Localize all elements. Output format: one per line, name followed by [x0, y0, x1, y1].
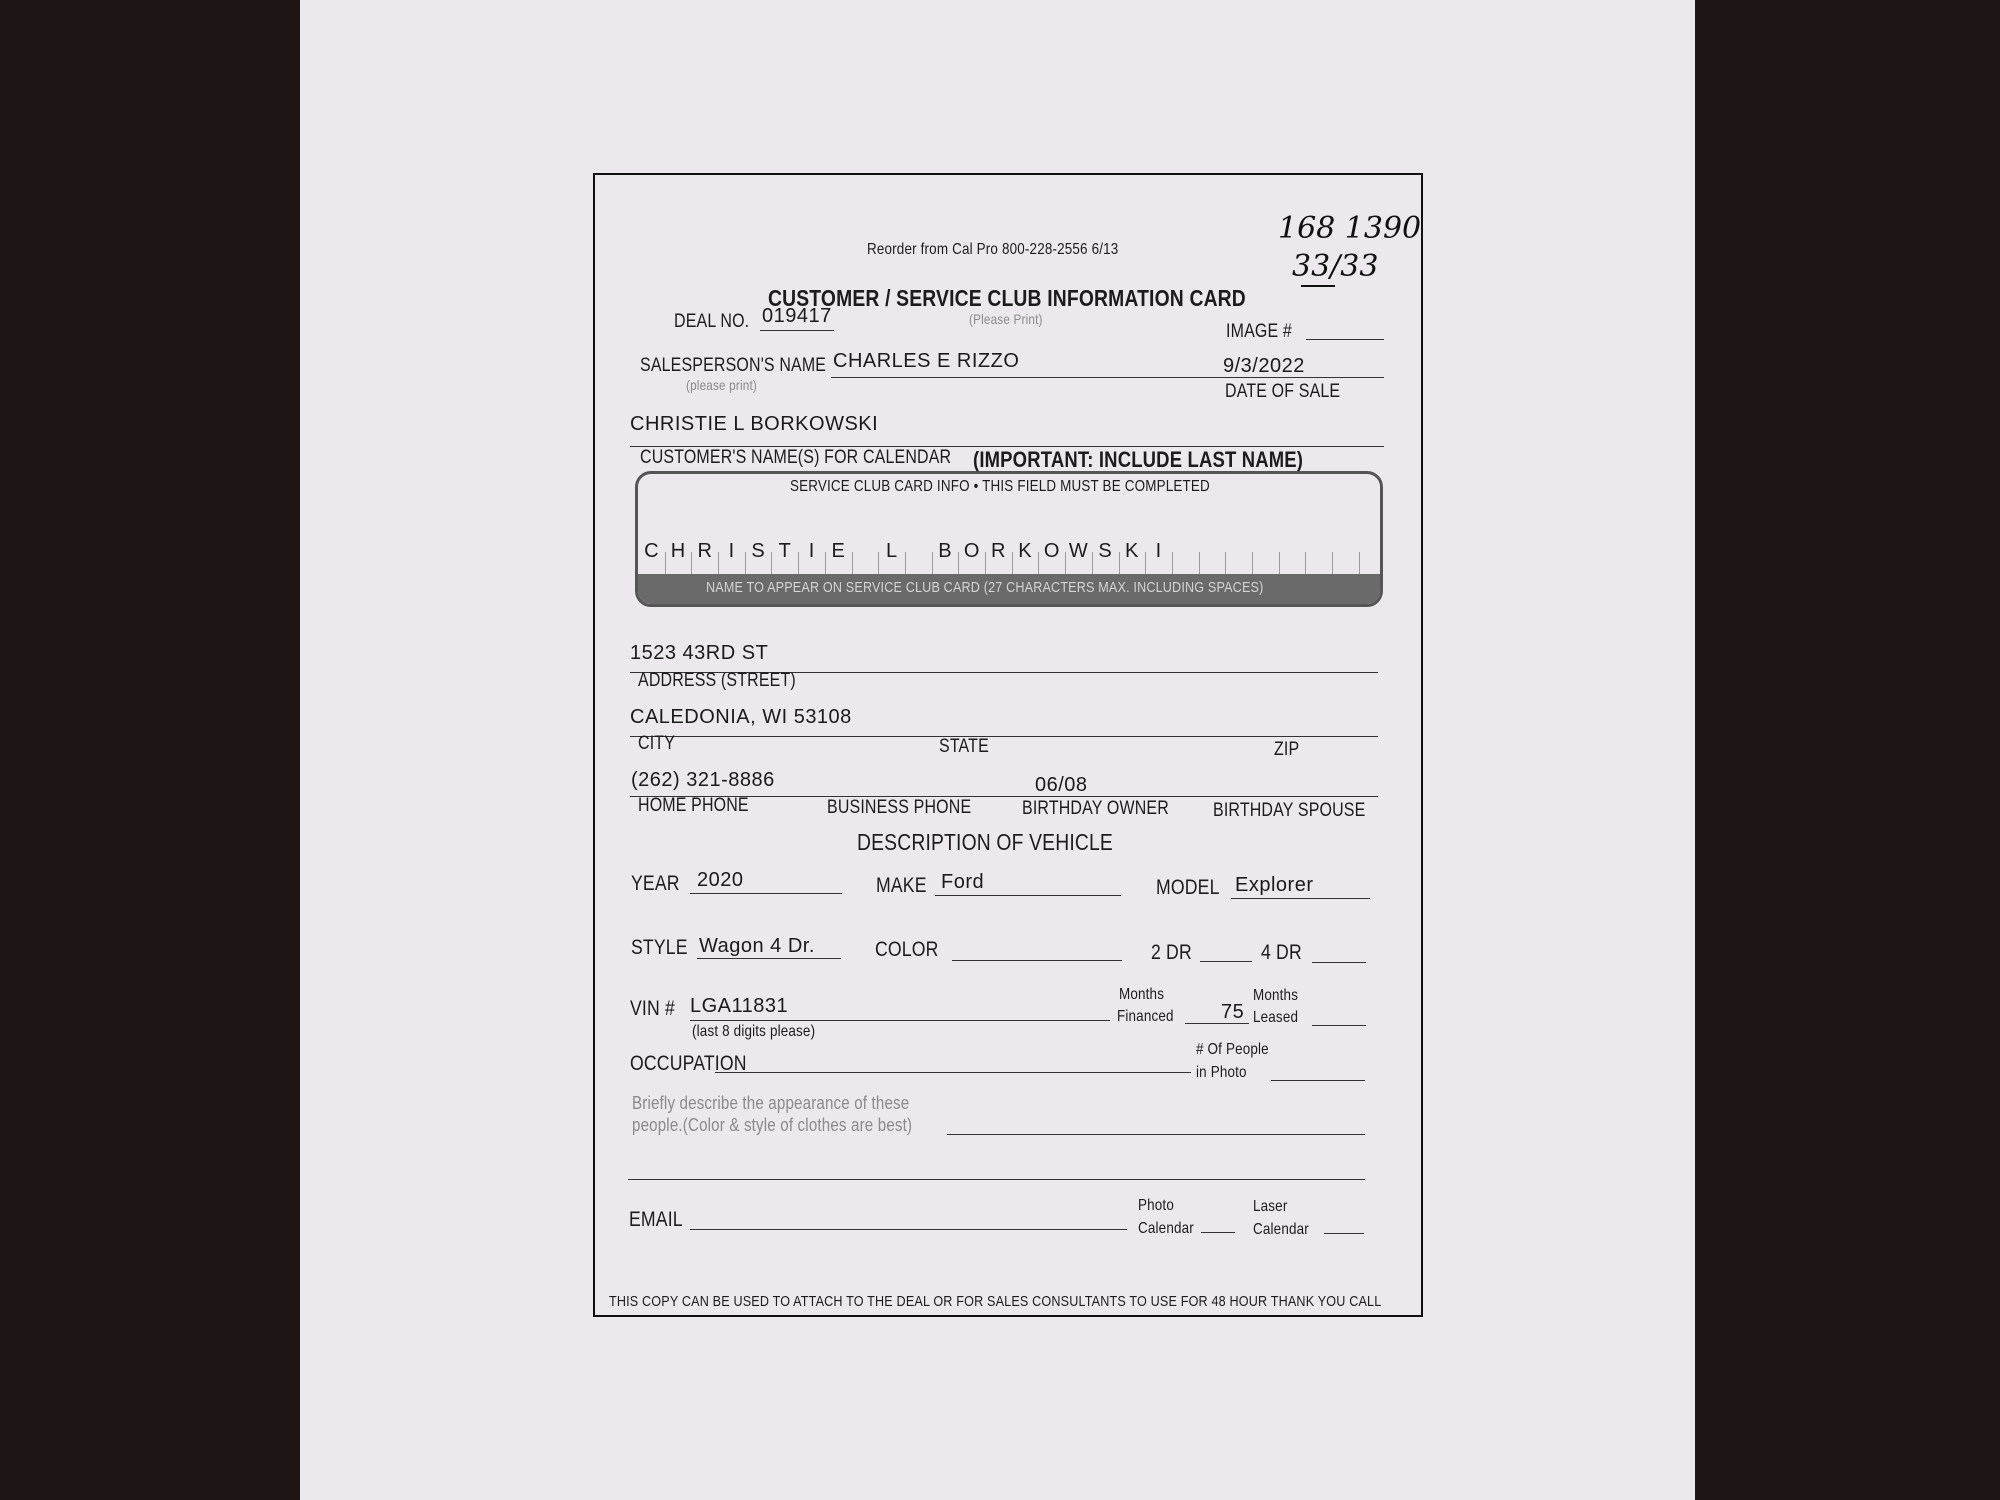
- handwritten-underline: [1301, 285, 1335, 287]
- home-phone-label: HOME PHONE: [638, 795, 749, 816]
- home-phone-value: (262) 321-8886: [631, 769, 775, 791]
- club-letter: T: [778, 540, 791, 562]
- four-door-label: 4 DR: [1261, 941, 1302, 964]
- occupation-label: OCCUPATION: [630, 1052, 747, 1075]
- important-note: (IMPORTANT: INCLUDE LAST NAME): [973, 447, 1304, 472]
- style-line: [697, 958, 841, 959]
- service-club-footer: NAME TO APPEAR ON SERVICE CLUB CARD (27 CHARACTERS MAX. INCLUDING SPACES): [706, 579, 1264, 596]
- club-letter: W: [1068, 540, 1088, 562]
- club-letter: O: [963, 540, 980, 562]
- image-number-line: [1306, 339, 1384, 340]
- make-line: [935, 895, 1121, 896]
- club-letter: E: [831, 540, 845, 562]
- handwritten-number: 168 1390: [1278, 211, 1422, 246]
- customer-name-label: CUSTOMER'S NAME(S) FOR CALENDAR: [640, 447, 952, 468]
- vin-hint: (last 8 digits please): [692, 1023, 816, 1040]
- vehicle-section-title: DESCRIPTION OF VEHICLE: [857, 829, 1113, 855]
- email-label: EMAIL: [629, 1208, 683, 1231]
- financed-label: Financed: [1117, 1008, 1174, 1025]
- salesperson-value: CHARLES E RIZZO: [833, 350, 1020, 372]
- club-letter: R: [697, 540, 712, 562]
- club-letter: K: [1018, 540, 1032, 562]
- describe-people-line-1: Briefly describe the appearance of these: [632, 1093, 910, 1113]
- city-state-zip-value: CALEDONIA, WI 53108: [630, 706, 852, 728]
- business-phone-label: BUSINESS PHONE: [827, 797, 972, 818]
- photo-calendar-label-1: Photo: [1138, 1197, 1174, 1214]
- club-letter: H: [670, 540, 686, 562]
- two-door-line: [1200, 961, 1252, 962]
- club-letter: S: [751, 540, 765, 562]
- service-club-name-letters: [638, 540, 1172, 563]
- year-value: 2020: [697, 869, 744, 891]
- reorder-info: Reorder from Cal Pro 800-228-2556 6/13: [867, 241, 1119, 258]
- customer-name-value: CHRISTIE L BORKOWSKI: [630, 413, 879, 435]
- date-of-sale-label: DATE OF SALE: [1225, 381, 1341, 402]
- occupation-line: [715, 1072, 1191, 1073]
- club-letter: I: [1155, 540, 1162, 562]
- city-label: CITY: [638, 733, 676, 754]
- model-line: [1231, 898, 1370, 899]
- laser-calendar-label-2: Calendar: [1253, 1221, 1309, 1238]
- club-letter: B: [938, 540, 952, 562]
- city-line: [630, 736, 1378, 737]
- months-financed-label-top: Months: [1119, 986, 1165, 1003]
- card-footer-note: THIS COPY CAN BE USED TO ATTACH TO THE DEAL OR FOR SALES CONSULTANTS TO USE FOR 48 HOUR THANK YOU CALL: [609, 1293, 1382, 1310]
- club-letter: R: [991, 540, 1006, 562]
- image-number-label: IMAGE #: [1226, 321, 1292, 342]
- club-letter: L: [885, 540, 898, 562]
- style-label: STYLE: [631, 936, 688, 959]
- year-label: YEAR: [631, 872, 680, 895]
- laser-calendar-label-1: Laser: [1253, 1198, 1288, 1215]
- leased-label: Leased: [1253, 1009, 1299, 1026]
- date-of-sale-value: 9/3/2022: [1223, 355, 1305, 377]
- deal-number-line: [760, 330, 834, 331]
- club-letter: [905, 540, 932, 563]
- state-label: STATE: [939, 736, 989, 757]
- service-club-info-card: [593, 173, 1423, 1317]
- club-letter: [852, 540, 879, 563]
- color-label: COLOR: [875, 938, 939, 961]
- model-label: MODEL: [1156, 876, 1220, 899]
- four-door-line: [1312, 962, 1366, 963]
- club-letter: I: [808, 540, 815, 562]
- model-value: Explorer: [1235, 874, 1314, 896]
- people-in-photo-label-1: # Of People: [1196, 1041, 1269, 1058]
- people-in-photo-label-2: in Photo: [1196, 1064, 1247, 1081]
- months-leased-label-top: Months: [1253, 987, 1299, 1004]
- address-value: 1523 43RD ST: [630, 642, 769, 664]
- color-line: [952, 960, 1122, 961]
- deal-number-value: 019417: [762, 305, 832, 327]
- service-club-box: [635, 471, 1383, 607]
- financed-line: [1185, 1023, 1249, 1024]
- leased-line: [1312, 1025, 1366, 1026]
- address-label: ADDRESS (STREET): [638, 670, 796, 691]
- salesperson-label: SALESPERSON'S NAME: [640, 355, 827, 376]
- email-line: [690, 1229, 1127, 1230]
- service-club-footer-band: [638, 574, 1380, 604]
- photo-calendar-line: [1201, 1232, 1235, 1233]
- vin-value: LGA11831: [690, 995, 789, 1017]
- two-door-label: 2 DR: [1151, 941, 1192, 964]
- card-title: CUSTOMER / SERVICE CLUB INFORMATION CARD: [768, 285, 1246, 311]
- club-letter: I: [728, 540, 735, 562]
- months-financed-value: 75: [1221, 1001, 1245, 1023]
- describe-line-2: [628, 1179, 1365, 1180]
- describe-people-line-2: people.(Color & style of clothes are best): [632, 1115, 913, 1135]
- club-letter: S: [1098, 540, 1112, 562]
- handwritten-count: 33/33: [1292, 249, 1379, 284]
- club-letter: C: [644, 540, 659, 562]
- birthday-owner-label: BIRTHDAY OWNER: [1022, 798, 1169, 819]
- style-value: Wagon 4 Dr.: [699, 935, 815, 957]
- photo-calendar-label-2: Calendar: [1138, 1220, 1194, 1237]
- deal-number-label: DEAL NO.: [674, 311, 750, 332]
- salesperson-hint: (please print): [686, 377, 757, 393]
- vin-label: VIN #: [630, 997, 675, 1020]
- make-label: MAKE: [876, 874, 927, 897]
- club-letter: K: [1125, 540, 1139, 562]
- describe-line-1: [947, 1134, 1365, 1135]
- vin-line: [690, 1020, 1110, 1021]
- service-club-header: SERVICE CLUB CARD INFO • THIS FIELD MUST BE COMPLETED: [790, 478, 1210, 495]
- birthday-owner-value: 06/08: [1035, 774, 1088, 796]
- year-line: [690, 893, 842, 894]
- paper-sheet: [300, 0, 1695, 1500]
- birthday-spouse-label: BIRTHDAY SPOUSE: [1213, 800, 1366, 821]
- laser-calendar-line: [1324, 1233, 1364, 1234]
- people-in-photo-line: [1271, 1080, 1365, 1081]
- salesperson-line: [831, 377, 1384, 378]
- zip-label: ZIP: [1274, 739, 1300, 760]
- make-value: Ford: [941, 871, 985, 893]
- club-letter: O: [1043, 540, 1060, 562]
- please-print-note: (Please Print): [969, 311, 1043, 327]
